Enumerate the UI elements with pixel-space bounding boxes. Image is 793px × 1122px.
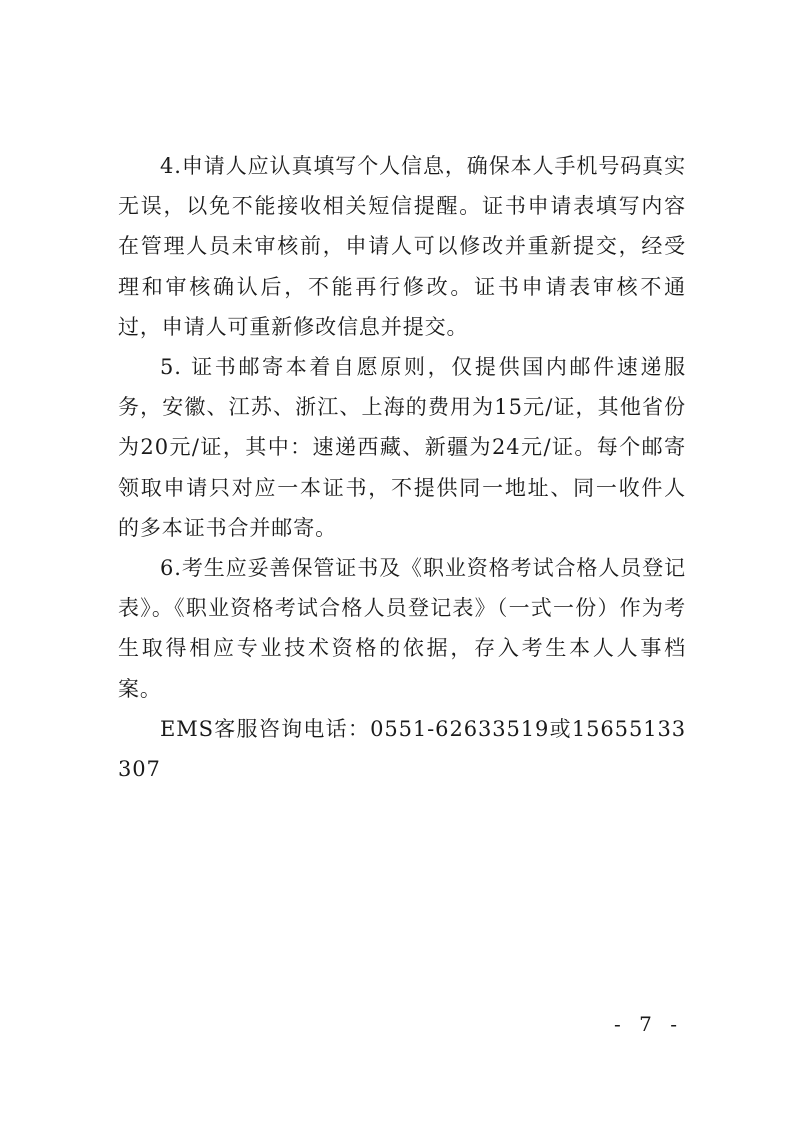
page-number: - 7 -: [614, 1012, 683, 1036]
document-body: [118, 146, 686, 789]
paragraph-item-4: 4.申请人应认真填写个人信息，确保本人手机号码真实无误，以免不能接收相关短信提醒。证书申请表填写内容在管理人员未审核前，申请人可以修改并重新提交，经受理和审核确认后，不能再行修改。证书申请表审核不通过，申请人可重新修改信息并提交。: [118, 154, 686, 339]
paragraph-item-5: 5. 证书邮寄本着自愿原则，仅提供国内邮件速递服务，安徽、江苏、浙江、上海的费用为15元/证，其他省份为20元/证，其中：速递西藏、新疆为24元/证。每个邮寄领取申请只对应一本证书，不提供同一地址、同一收件人的多本证书合并邮寄。: [118, 355, 686, 540]
paragraph-ems-hotline: EMS客服咨询电话：0551-62633519或15655133307: [118, 716, 686, 782]
paragraph-item-6: 6.考生应妥善保管证书及《职业资格考试合格人员登记表》。《职业资格考试合格人员登记表》（一式一份）作为考生取得相应专业技术资格的依据，存入考生本人人事档案。: [118, 556, 686, 701]
